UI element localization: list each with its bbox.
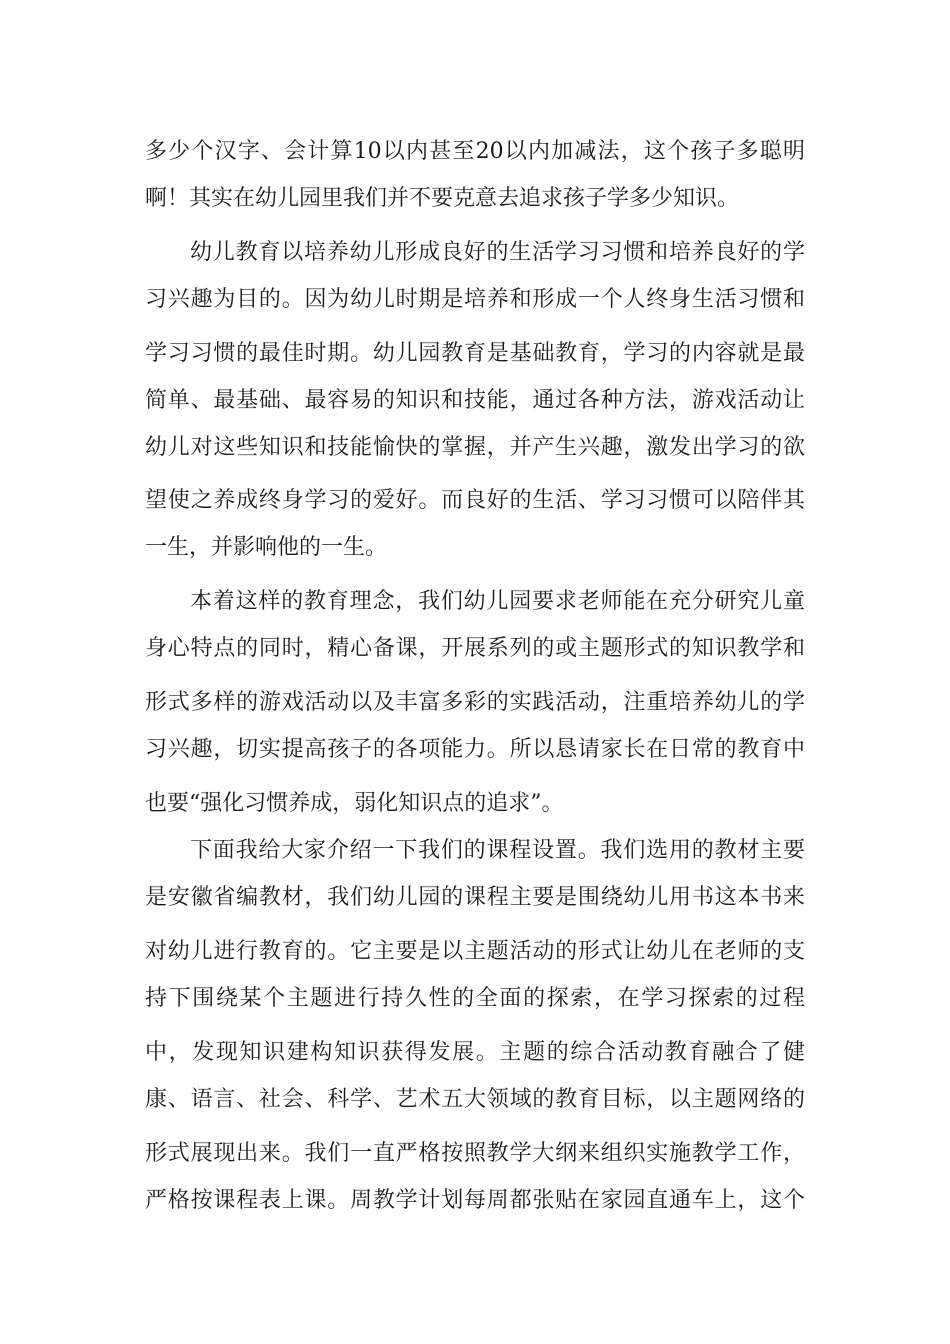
text-line: 啊！其实在幼儿园里我们并不要克意去追求孩子学多少知识。 [145, 186, 740, 211]
paragraph-first-line: 下面我给大家介绍一下我们的课程设置。我们选用的教材主要 [190, 838, 805, 863]
text-line: 持下围绕某个主题进行持久性的全面的探索，在学习探索的过程 [145, 986, 805, 1011]
text-line: 简单、最基础、最容易的知识和技能，通过各种方法，游戏活动让 [145, 388, 805, 413]
text-line: 习兴趣，切实提高孩子的各项能力。所以恳请家长在日常的教育中 [145, 737, 805, 762]
text-line: 身心特点的同时，精心备课，开展系列的或主题形式的知识教学和 [145, 636, 805, 661]
text-line: 形式多样的游戏活动以及丰富多彩的实践活动，注重培养幼儿的学 [145, 690, 805, 715]
text-line: 对幼儿进行教育的。它主要是以主题活动的形式让幼儿在老师的支 [145, 939, 805, 964]
text-line: 一生，并影响他的一生。 [145, 535, 388, 560]
text-line: 也要“强化习惯养成，弱化知识点的追求”。 [145, 791, 564, 816]
text-line: 学习习惯的最佳时期。幼儿园教育是基础教育，学习的内容就是最 [145, 341, 805, 366]
text-line: 康、语言、社会、科学、艺术五大领域的教育目标，以主题网络的 [145, 1087, 805, 1112]
text-line: 是安徽省编教材，我们幼儿园的课程主要是围绕幼儿用书这本书来 [145, 885, 805, 910]
text-line: 形式展现出来。我们一直严格按照教学大纲来组织实施教学工作， [145, 1141, 805, 1166]
text-line: 习兴趣为目的。因为幼儿时期是培养和形成一个人终身生活习惯和 [145, 287, 805, 312]
text-line: 多少个汉字、会计算10以内甚至20以内加减法，这个孩子多聪明 [145, 139, 805, 164]
text-line: 中，发现知识建构知识获得发展。主题的综合活动教育融合了健 [145, 1040, 805, 1065]
text-line: 严格按课程表上课。周教学计划每周都张贴在家园直通车上，这个 [145, 1188, 805, 1213]
text-line: 望使之养成终身学习的爱好。而良好的生活、学习习惯可以陪伴其 [145, 488, 805, 513]
text-line: 幼儿对这些知识和技能愉快的掌握，并产生兴趣，激发出学习的欲 [145, 435, 805, 460]
paragraph-first-line: 幼儿教育以培养幼儿形成良好的生活学习习惯和培养良好的学 [190, 240, 805, 265]
paragraph-first-line: 本着这样的教育理念，我们幼儿园要求老师能在充分研究儿童 [190, 589, 805, 614]
